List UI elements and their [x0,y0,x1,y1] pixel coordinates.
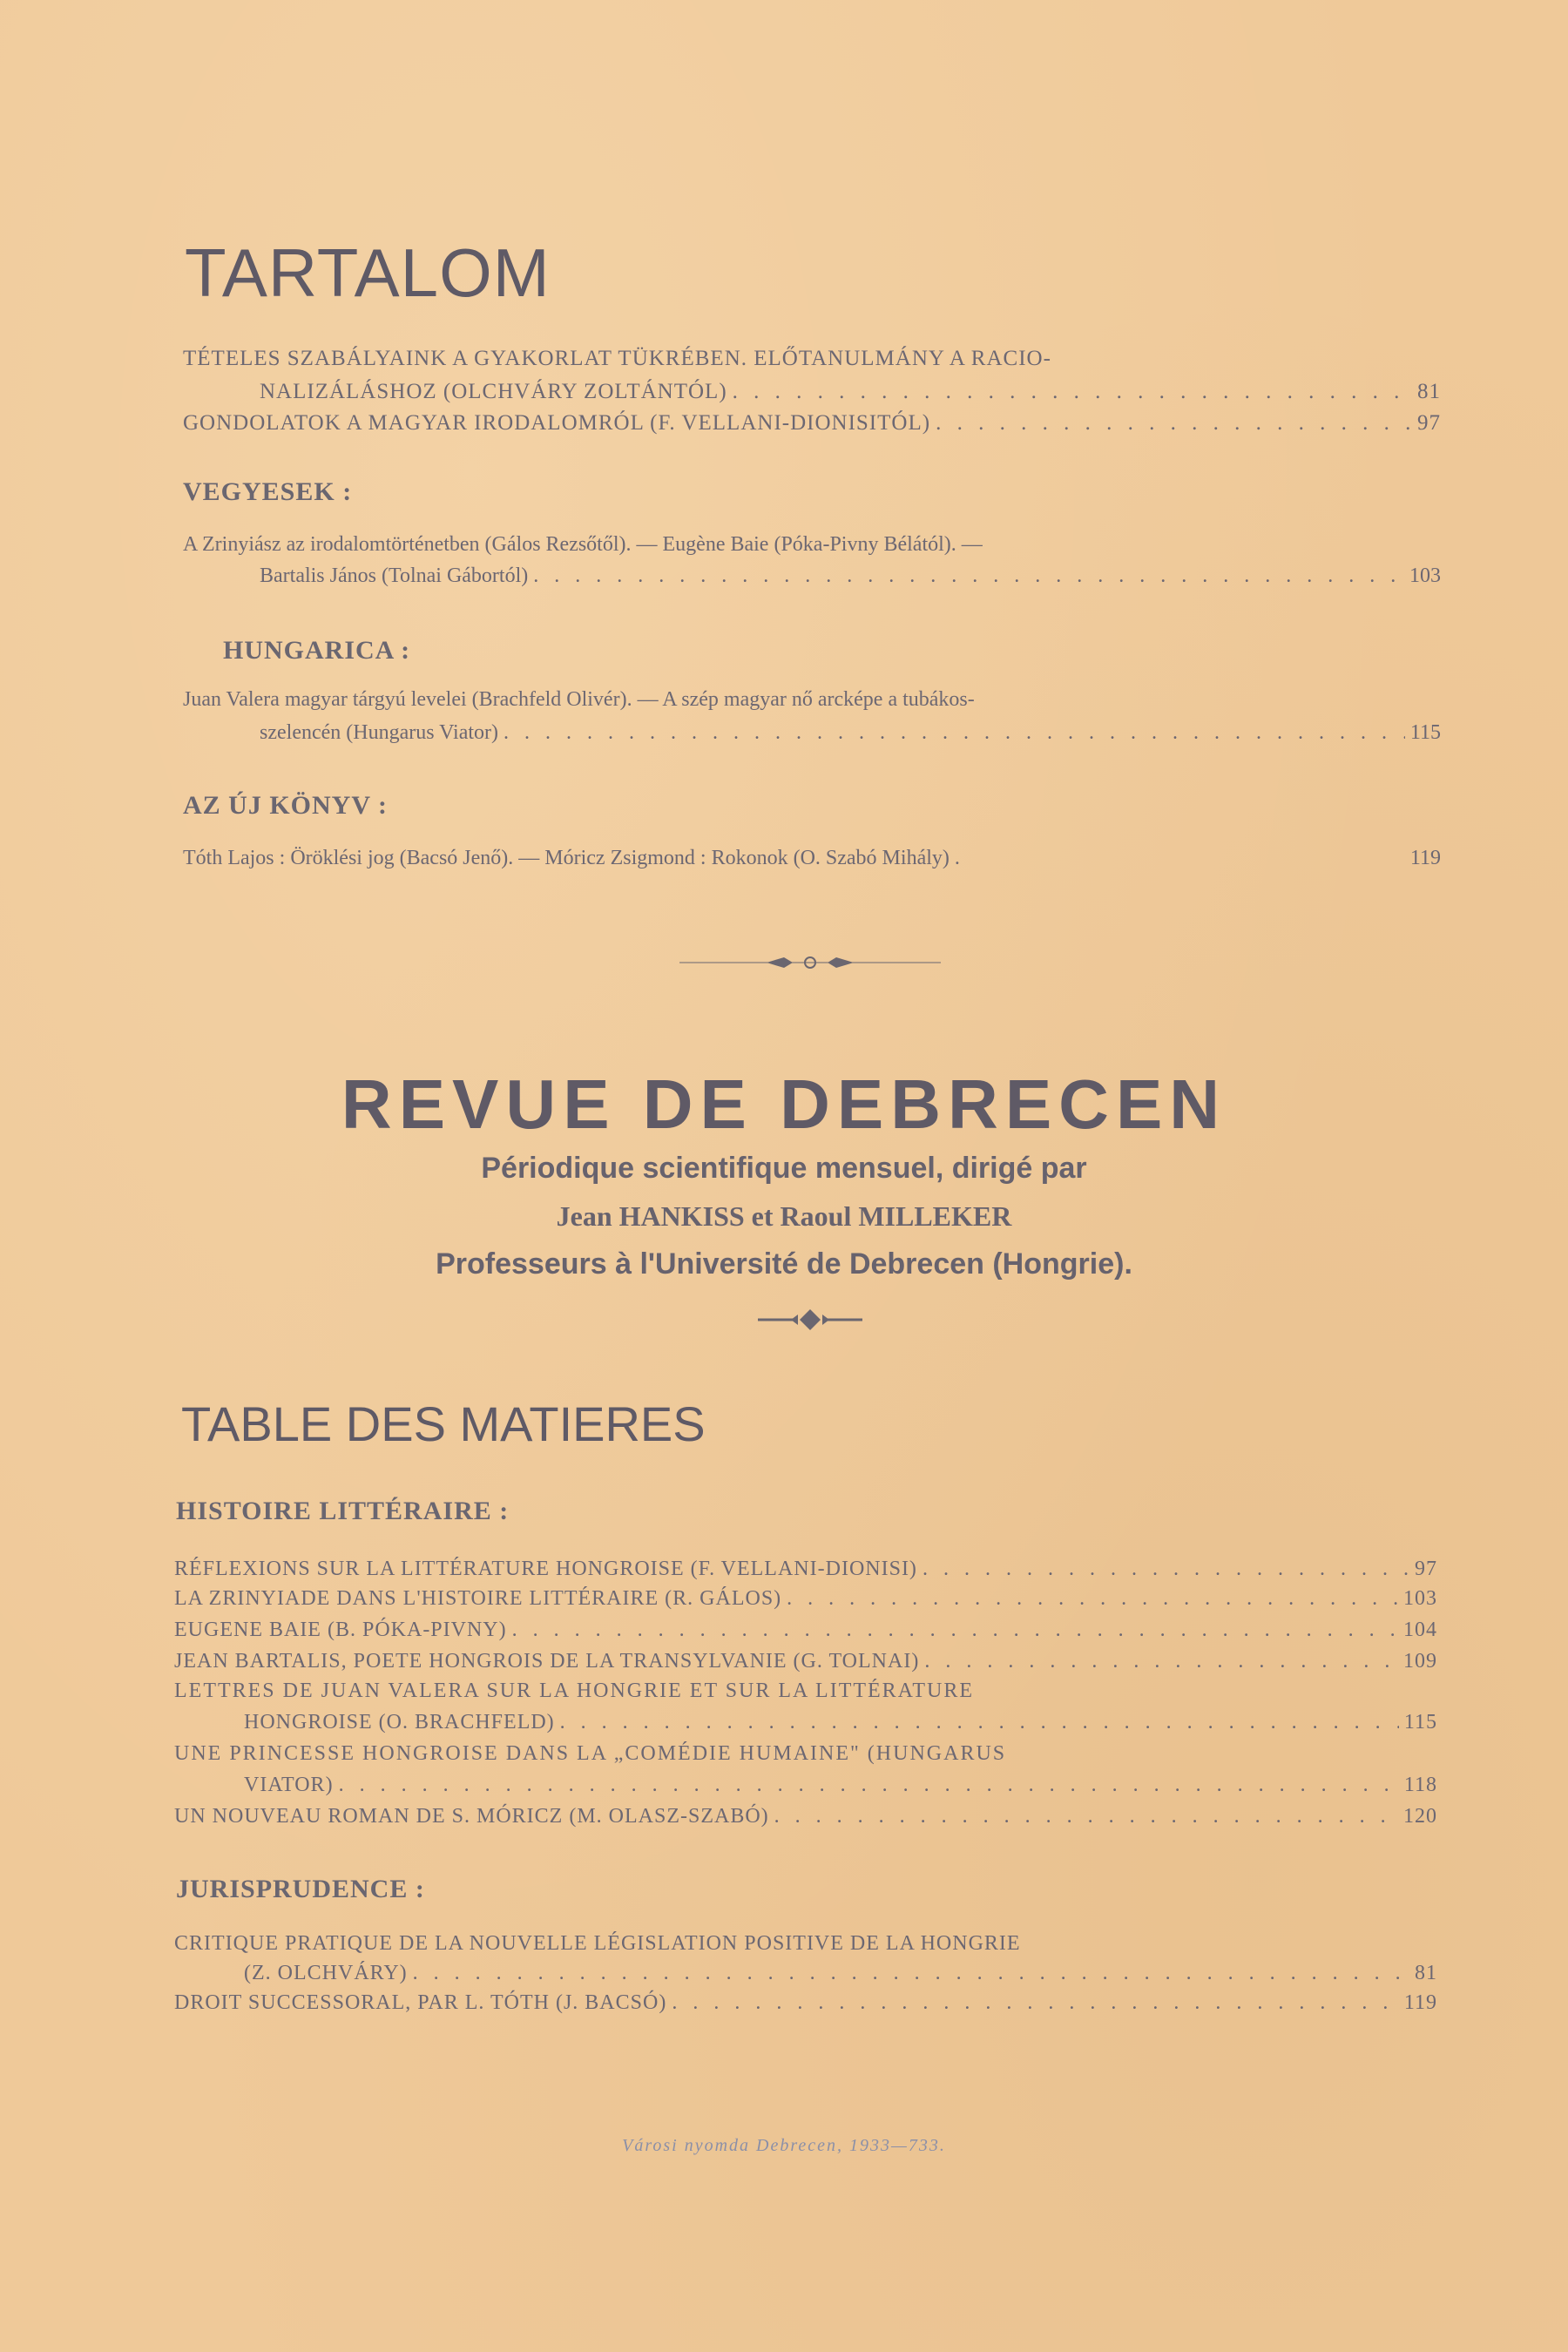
page-number: 120 [1403,1805,1437,1828]
histoire-item-2: LA ZRINYIADE DANS L'HISTOIRE LITTÉRAIRE (R. GÁLOS) . . . 103 [174,1587,1437,1611]
histoire-item-5-line1: LETTRES DE JUAN VALERA SUR LA HONGRIE ET SUR LA LITTÉRATURE [174,1680,975,1702]
page-number: 118 [1403,1774,1437,1796]
small-ornament [758,1307,862,1333]
page-number: 103 [1403,1587,1437,1610]
jurisprudence-item-2: DROIT SUCCESSORAL, PAR L. TÓTH (J. BACSÓ) . . . 119 [174,1991,1437,2015]
hungarica-line1: Juan Valera magyar tárgyú levelei (Brachfeld Olivér). — A szép magyar nő arcképe a tubákos- [183,688,975,711]
hungarica-line2: szelencén (Hungarus Viator) . . . 115 [260,721,1441,745]
page-number: 81 [1417,380,1441,403]
page-number: 115 [1403,1711,1437,1734]
jurisprudence-heading: JURISPRUDENCE : [176,1875,425,1903]
page-number: 81 [1415,1962,1437,1984]
page-number: 109 [1403,1650,1437,1673]
vegyesek-line1: A Zrinyiász az irodalomtörténetben (Gálos Rezsőtől). — Eugène Baie (Póka-Pivny Bélától). — [183,533,983,556]
histoire-item-5-line2: HONGROISE (O. BRACHFELD) . . . 115 [244,1711,1437,1734]
page-number: 97 [1415,1558,1437,1580]
jurisprudence-item-1-line1: CRITIQUE PRATIQUE DE LA NOUVELLE LÉGISLATION POSITIVE DE LA HONGRIE [174,1932,1021,1955]
uj-konyv-line: Tóth Lajos : Öröklési jog (Bacsó Jenő). — Móricz Zsigmond : Rokonok (O. Szabó Mihály) . 119 [183,847,1441,869]
tartalom-title: TARTALOM [185,234,551,311]
uj-konyv-heading: AZ ÚJ KÖNYV : [183,791,388,820]
vegyesek-heading: VEGYESEK : [183,477,353,506]
article-2: GONDOLATOK A MAGYAR IRODALOMRÓL (F. VELLANI-DIONISITÓL) . . . 97 [183,411,1441,436]
jurisprudence-item-1-line2: (Z. OLCHVÁRY) . . . 81 [244,1962,1437,1985]
revue-professors: Professeurs à l'Université de Debrecen (Hongrie). [436,1247,1132,1281]
page-number: 115 [1409,721,1441,744]
histoire-item-1: RÉFLEXIONS SUR LA LITTÉRATURE HONGROISE (F. VELLANI-DIONISI) . . . 97 [174,1558,1437,1581]
printer-imprint: Városi nyomda Debrecen, 1933—733. [622,2136,946,2155]
histoire-item-4: JEAN BARTALIS, POETE HONGROIS DE LA TRANSYLVANIE (G. TOLNAI) . . . 109 [174,1650,1437,1673]
page-number: 119 [1409,847,1441,869]
divider-ornament [679,950,941,976]
table-title: TABLE DES MATIERES [181,1396,706,1451]
revue-title: REVUE DE DEBRECEN [341,1065,1227,1143]
revue-subtitle: Périodique scientifique mensuel, dirigé par [481,1152,1087,1185]
article-1-line2: NALIZÁLÁSHOZ (OLCHVÁRY ZOLTÁNTÓL) . . . 81 [260,380,1441,404]
histoire-item-6-line1: UNE PRINCESSE HONGROISE DANS LA „COMÉDIE HUMAINE" (HUNGARUS [174,1742,1007,1765]
histoire-item-7: UN NOUVEAU ROMAN DE S. MÓRICZ (M. OLASZ-SZABÓ) . . . 120 [174,1805,1437,1828]
article-1-line1: TÉTELES SZABÁLYAINK A GYAKORLAT TÜKRÉBEN. ELŐTANULMÁNY A RACIO- [183,347,1051,370]
page-number: 119 [1403,1991,1437,2014]
page-number: 104 [1403,1619,1437,1641]
revue-editors: Jean HANKISS et Raoul MILLEKER [556,1200,1012,1232]
page-number: 103 [1409,564,1441,587]
histoire-item-3: EUGENE BAIE (B. PÓKA-PIVNY) . . . 104 [174,1619,1437,1642]
page-number: 97 [1417,411,1441,435]
hungarica-heading: HUNGARICA : [223,636,411,665]
vegyesek-line2: Bartalis János (Tolnai Gábortól) . . . 103 [260,564,1441,588]
histoire-heading: HISTOIRE LITTÉRAIRE : [176,1497,510,1525]
histoire-item-6-line2: VIATOR) . . . 118 [244,1774,1437,1797]
